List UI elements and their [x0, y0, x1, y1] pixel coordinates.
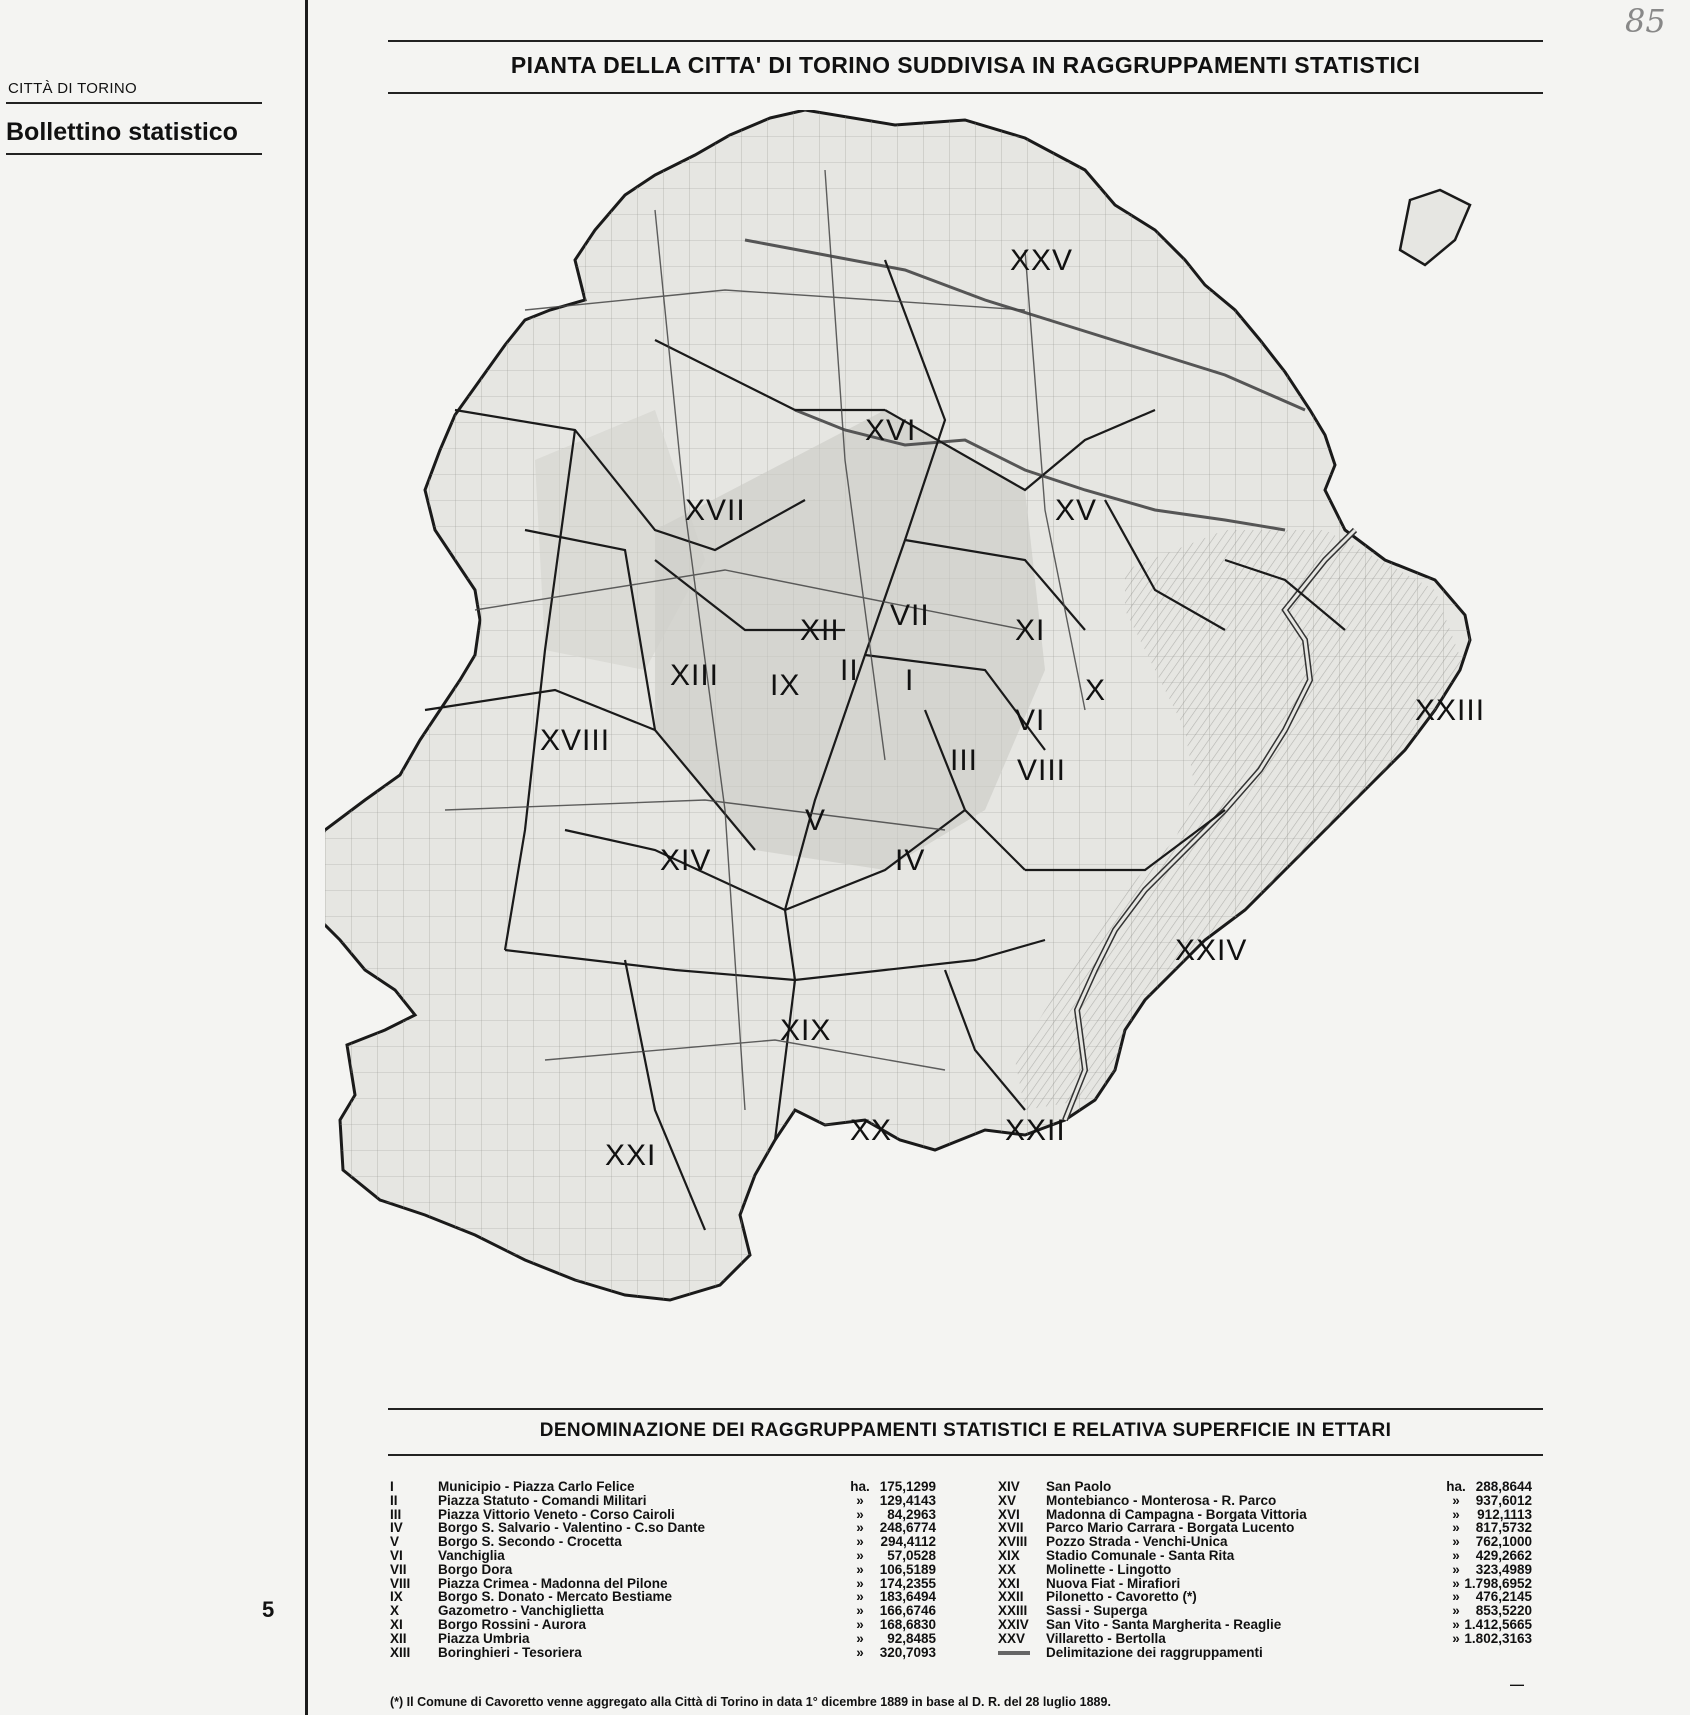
district-name: Pozzo Strada - Venchi-Unica [1046, 1534, 1228, 1550]
area-unit: » [856, 1561, 864, 1577]
district-number: XIII [390, 1644, 411, 1660]
table-row [390, 1618, 950, 1632]
area-unit: » [856, 1492, 864, 1508]
district-number: XX [998, 1561, 1017, 1577]
district-name: Borgo S. Salvario - Valentino - C.so Dante [438, 1520, 706, 1536]
area-unit: » [1452, 1506, 1460, 1522]
enclave-territory [1400, 190, 1470, 265]
district-area: 129,4143 [879, 1492, 936, 1508]
district-area: 174,2355 [879, 1575, 936, 1591]
district-number: XVIII [998, 1534, 1028, 1550]
area-unit: » [856, 1589, 864, 1605]
district-name: Pilonetto - Cavoretto (*) [1046, 1589, 1197, 1605]
area-unit: » [856, 1616, 864, 1632]
divider [6, 153, 262, 155]
district-number: XII [390, 1630, 407, 1646]
district-area: 57,0528 [887, 1547, 936, 1563]
district-area: 1.412,5665 [1464, 1616, 1532, 1632]
divider [388, 92, 1543, 94]
zone-label-XVII: XVII [685, 494, 746, 527]
district-area: 166,6746 [879, 1603, 936, 1619]
city-map [325, 110, 1615, 1405]
area-unit: » [1452, 1492, 1460, 1508]
zone-label-XVIII: XVIII [540, 724, 611, 757]
legend-title: DENOMINAZIONE DEI RAGGRUPPAMENTI STATISTICI E RELATIVA SUPERFICIE IN ETTARI [539, 1420, 1392, 1441]
district-area: 429,2662 [1475, 1547, 1532, 1563]
map-title: PIANTA DELLA CITTA' DI TORINO SUDDIVISA IN RAGGRUPPAMENTI STATISTICI [510, 52, 1421, 78]
district-number: XIX [998, 1547, 1020, 1563]
zone-label-V: V [805, 804, 827, 837]
zone-label-XII: XII [800, 614, 840, 647]
table-row [390, 1563, 950, 1577]
table-row [390, 1646, 950, 1660]
zone-label-XXIII: XXIII [1415, 694, 1486, 727]
district-number: XXV [998, 1630, 1026, 1646]
table-row [390, 1590, 950, 1604]
table-row [390, 1480, 950, 1494]
district-area: 323,4989 [1475, 1561, 1532, 1577]
page-number: 5 [262, 1597, 275, 1622]
zone-label-VIII: VIII [1017, 754, 1067, 787]
district-area: 817,5732 [1475, 1520, 1532, 1536]
table-row [998, 1508, 1558, 1522]
table-row [998, 1618, 1558, 1632]
district-name: Montebianco - Monterosa - R. Parco [1046, 1492, 1277, 1508]
district-area: 92,8485 [887, 1630, 936, 1646]
district-number: XV [998, 1492, 1017, 1508]
area-unit: » [1452, 1630, 1460, 1646]
table-row [390, 1577, 950, 1591]
area-unit: ha. [1446, 1479, 1466, 1494]
zone-label-XX: XX [850, 1114, 893, 1147]
district-name: Piazza Crimea - Madonna del Pilone [438, 1575, 668, 1591]
area-unit: » [856, 1644, 864, 1660]
zone-label-XV: XV [1055, 494, 1098, 527]
district-table-right [998, 1480, 1558, 1659]
zone-label-XVI: XVI [865, 414, 917, 447]
area-unit: » [856, 1575, 864, 1591]
district-name: Piazza Statuto - Comandi Militari [438, 1492, 647, 1508]
district-number: VII [390, 1561, 407, 1577]
district-name: San Vito - Santa Margherita - Reaglie [1046, 1616, 1282, 1632]
district-number: V [390, 1534, 400, 1550]
area-unit: » [1452, 1575, 1460, 1591]
district-name: Nuova Fiat - Mirafiori [1046, 1575, 1181, 1591]
district-area: 1.802,3163 [1464, 1630, 1532, 1646]
sidebar [0, 0, 305, 1715]
district-area: 248,6774 [879, 1520, 936, 1536]
district-name: Madonna di Campagna - Borgata Vittoria [1046, 1506, 1307, 1522]
district-number: XXIII [998, 1603, 1028, 1619]
table-row [998, 1549, 1558, 1563]
district-name: Boringhieri - Tesoriera [438, 1644, 582, 1660]
table-row [998, 1577, 1558, 1591]
map-drawing [325, 110, 1615, 1405]
district-area: 762,1000 [1475, 1534, 1532, 1550]
divider [388, 1408, 1543, 1410]
area-unit: » [1452, 1616, 1460, 1632]
table-row [390, 1508, 950, 1522]
district-number: XXII [998, 1589, 1024, 1605]
district-name: Borgo Rossini - Aurora [438, 1616, 587, 1632]
boundary-legend-value: — [1510, 1676, 1524, 1692]
footnote: (*) Il Comune di Cavoretto venne aggregato alla Città di Torino in data 1° dicembre 1889 in base al D. R. del 28 luglio 1889. [390, 1695, 1111, 1709]
zone-label-IX: IX [770, 669, 801, 702]
area-unit: » [1452, 1534, 1460, 1550]
district-number: XIV [998, 1479, 1020, 1494]
table-row [390, 1604, 950, 1618]
table-row [998, 1521, 1558, 1535]
district-name: San Paolo [1046, 1479, 1112, 1494]
district-area: 1.798,6952 [1464, 1575, 1532, 1591]
zone-label-XIII: XIII [670, 659, 720, 692]
area-unit: » [856, 1534, 864, 1550]
area-unit: » [1452, 1520, 1460, 1536]
zone-label-XXIV: XXIV [1175, 934, 1248, 967]
district-number: III [390, 1506, 402, 1522]
district-number: XVI [998, 1506, 1020, 1522]
district-area: 320,7093 [879, 1644, 936, 1660]
boundary-line-swatch [998, 1646, 1036, 1660]
area-unit: » [1452, 1603, 1460, 1619]
zone-label-VII: VII [890, 599, 930, 632]
area-unit: » [856, 1603, 864, 1619]
district-name: Stadio Comunale - Santa Rita [1046, 1547, 1235, 1563]
table-row [998, 1480, 1558, 1494]
district-name: Parco Mario Carrara - Borgata Lucento [1046, 1520, 1295, 1536]
zone-label-XXV: XXV [1010, 244, 1074, 277]
column-divider [305, 0, 308, 1715]
district-number: IX [390, 1589, 403, 1605]
table-row [390, 1632, 950, 1646]
area-unit: ha. [850, 1479, 870, 1494]
boundary-legend-label: Delimitazione dei raggruppamenti [1046, 1644, 1263, 1660]
table-row [998, 1632, 1558, 1646]
district-table-left [390, 1480, 950, 1659]
area-unit: » [1452, 1547, 1460, 1563]
area-unit: » [1452, 1561, 1460, 1577]
zone-label-XIX: XIX [780, 1014, 832, 1047]
district-name: Gazometro - Vanchiglietta [438, 1603, 604, 1619]
district-area: 183,6494 [879, 1589, 936, 1605]
district-number: I [390, 1479, 394, 1494]
table-row [390, 1494, 950, 1508]
table-row [390, 1521, 950, 1535]
district-number: IV [390, 1520, 403, 1536]
district-area: 912,1113 [1477, 1506, 1532, 1522]
area-unit: » [856, 1520, 864, 1536]
district-name: Sassi - Superga [1046, 1603, 1148, 1619]
zone-label-XXI: XXI [605, 1139, 657, 1172]
district-area: 168,6830 [879, 1616, 936, 1632]
district-name: Piazza Umbria [438, 1630, 530, 1646]
divider [388, 40, 1543, 42]
zone-label-III: III [950, 744, 979, 777]
divider [388, 1454, 1543, 1456]
district-number: XI [390, 1616, 403, 1632]
zone-label-XI: XI [1015, 614, 1046, 647]
district-name: Borgo S. Secondo - Crocetta [438, 1534, 622, 1550]
handwritten-page-number: 85 [1625, 2, 1666, 40]
zone-label-VI: VI [1015, 704, 1046, 737]
district-number: XXI [998, 1575, 1020, 1591]
district-number: VIII [390, 1575, 411, 1591]
district-name: Municipio - Piazza Carlo Felice [438, 1479, 635, 1494]
area-unit: » [856, 1630, 864, 1646]
district-name: Borgo S. Donato - Mercato Bestiame [438, 1589, 673, 1605]
district-number: XVII [998, 1520, 1024, 1536]
zone-label-XXII: XXII [1005, 1114, 1066, 1147]
area-unit: » [856, 1547, 864, 1563]
district-area: 84,2963 [887, 1506, 936, 1522]
district-name: Molinette - Lingotto [1046, 1561, 1172, 1577]
legend-row [998, 1646, 1558, 1660]
zone-label-IV: IV [895, 844, 926, 877]
area-unit: » [1452, 1589, 1460, 1605]
district-number: X [390, 1603, 400, 1619]
divider [6, 102, 262, 104]
district-name: Borgo Dora [438, 1561, 513, 1577]
table-row [390, 1549, 950, 1563]
district-number: XXIV [998, 1616, 1029, 1632]
zone-label-XIV: XIV [660, 844, 712, 877]
district-area: 937,6012 [1475, 1492, 1532, 1508]
area-unit: » [856, 1506, 864, 1522]
district-area: 106,5189 [879, 1561, 936, 1577]
table-row [998, 1494, 1558, 1508]
district-area: 853,5220 [1475, 1603, 1532, 1619]
district-name: Piazza Vittorio Veneto - Corso Cairoli [438, 1506, 675, 1522]
district-number: VI [390, 1547, 403, 1563]
district-area: 476,2145 [1475, 1589, 1532, 1605]
zone-label-X: X [1085, 674, 1107, 707]
publication-title: Bollettino statistico [6, 118, 238, 146]
district-area: 175,1299 [879, 1479, 936, 1494]
table-row [998, 1563, 1558, 1577]
district-name: Vanchiglia [438, 1547, 505, 1563]
district-area: 294,4112 [880, 1534, 936, 1550]
district-area: 288,8644 [1475, 1479, 1532, 1494]
zone-label-II: II [840, 654, 859, 687]
table-row [998, 1604, 1558, 1618]
publisher-name: CITTÀ DI TORINO [8, 80, 137, 97]
district-number: II [390, 1492, 398, 1508]
district-name: Villaretto - Bertolla [1046, 1630, 1166, 1646]
table-row [998, 1535, 1558, 1549]
zone-label-I: I [905, 664, 915, 697]
table-row [390, 1535, 950, 1549]
table-row [998, 1590, 1558, 1604]
